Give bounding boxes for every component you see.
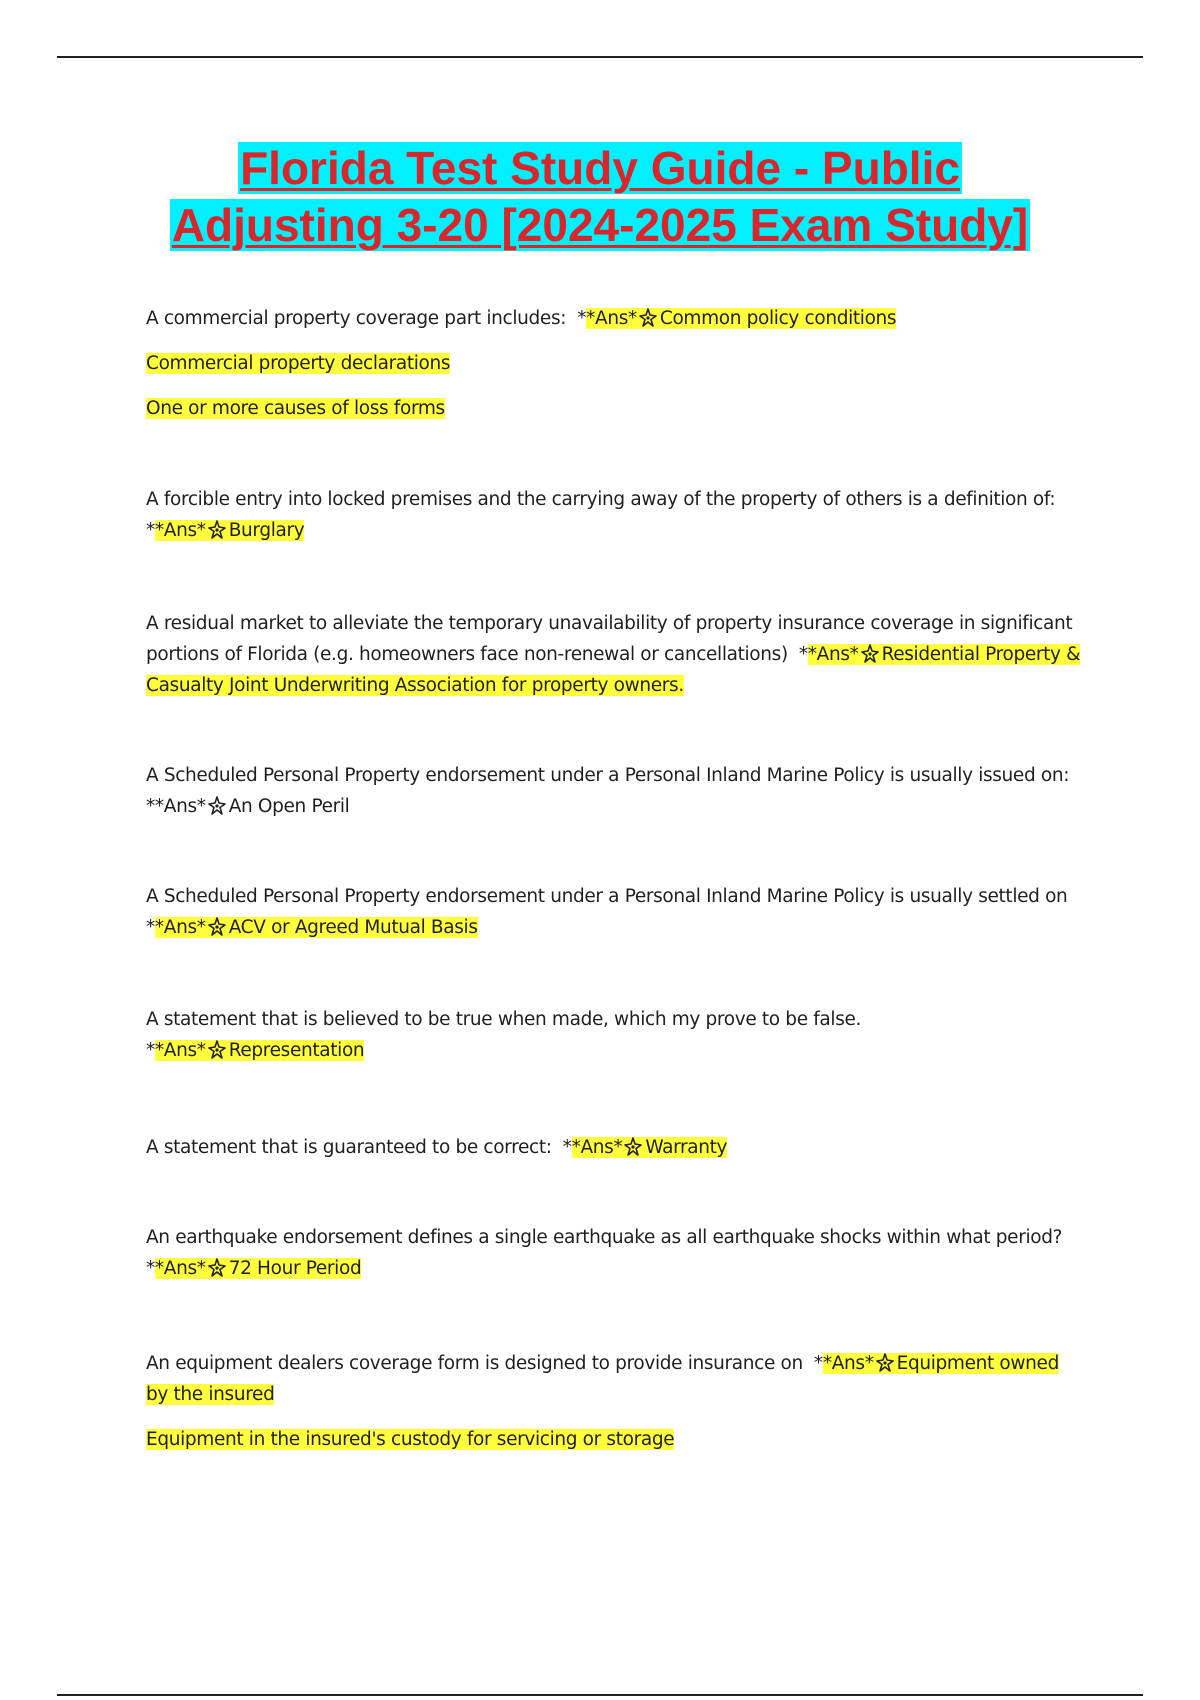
question-text: A statement that is believed to be true when made, which my prove to be false. [146, 1009, 862, 1030]
answer-marker: *Ans* [154, 917, 206, 938]
answer-text: Common policy conditions [659, 308, 897, 329]
answer-text: ACV or Agreed Mutual Basis [228, 917, 478, 938]
answer-marker: *Ans* [154, 520, 206, 541]
title-line-2: Adjusting 3-20 [2024-2025 Exam Study] [171, 199, 1029, 251]
qa-item: A forcible entry into locked premises and the carrying away of the property of others is a definition of: **Ans* Burglary [146, 489, 1056, 541]
qa-item: An earthquake endorsement defines a single earthquake as all earthquake shocks within what period? **Ans* 72 Hour Period [146, 1227, 1063, 1279]
star-sparkle-icon [638, 308, 658, 328]
qa-item: A Scheduled Personal Property endorsement under a Personal Inland Marine Policy is usually issued on: **Ans* An Open Peril [146, 765, 1070, 817]
qa-item: An equipment dealers coverage form is designed to provide insurance on **Ans* Equipment owned by the insured Equipment in the insured's custody for servicing or storage [146, 1353, 1059, 1450]
answer-marker: *Ans* [154, 1258, 206, 1279]
qa-item: A commercial property coverage part includes: **Ans* Common policy conditions Commercial property declarations One or more causes of loss forms [146, 308, 897, 419]
qa-item: A residual market to alleviate the temporary unavailability of property insurance coverage in significant portions of Florida (e.g. homeowners face non-renewal or cancellations) **Ans* Residential Property & Casualty Joint Underwriting Association for property owners. [146, 613, 1081, 696]
top-rule [57, 56, 1143, 58]
question-text: A Scheduled Personal Property endorsement under a Personal Inland Marine Policy is usually issued on: [146, 765, 1070, 786]
answer-marker: *Ans* [807, 644, 859, 665]
answer-marker: *Ans* [822, 1353, 874, 1374]
qa-item: A statement that is believed to be true when made, which my prove to be false. **Ans* Representation [146, 1009, 862, 1061]
answer-text: Equipment owned by the insured [146, 1353, 1059, 1405]
bottom-rule [57, 1694, 1143, 1696]
answer-text: 72 Hour Period [228, 1258, 362, 1279]
answer-extra-line: One or more causes of loss forms [146, 398, 445, 419]
question-text: An earthquake endorsement defines a single earthquake as all earthquake shocks within what period? [146, 1227, 1063, 1248]
answer-text: Representation [228, 1040, 365, 1061]
answer-marker: *Ans* [586, 308, 637, 329]
answer-text: Warranty [645, 1137, 728, 1158]
star-sparkle-icon [207, 1258, 227, 1278]
answer-text: Residential Property & Casualty Joint Underwriting Association for property owners. [146, 644, 1081, 696]
question-text: A statement that is guaranteed to be correct: [146, 1137, 552, 1158]
star-sparkle-icon [875, 1353, 895, 1373]
question-text: An equipment dealers coverage form is designed to provide insurance on [146, 1353, 803, 1374]
answer-marker: *Ans* [154, 796, 206, 817]
star-sparkle-icon [207, 520, 227, 540]
answer-extra-line: Commercial property declarations [146, 353, 451, 374]
star-sparkle-icon [207, 917, 227, 937]
answer-text: Burglary [228, 520, 305, 541]
answer-marker: *Ans* [571, 1137, 623, 1158]
star-sparkle-icon [623, 1137, 643, 1157]
question-text: A residual market to alleviate the temporary unavailability of property insurance coverage in significant portions of Florida (e.g. homeowners face non-renewal or cancellations) [146, 613, 1073, 665]
question-text: A Scheduled Personal Property endorsement under a Personal Inland Marine Policy is usually settled on [146, 886, 1068, 907]
star-sparkle-icon [207, 1040, 227, 1060]
question-text: A commercial property coverage part includes: [146, 308, 567, 329]
question-text: A forcible entry into locked premises and the carrying away of the property of others is a definition of: [146, 489, 1056, 510]
star-sparkle-icon [860, 644, 880, 664]
qa-item: A Scheduled Personal Property endorsement under a Personal Inland Marine Policy is usually settled on **Ans* ACV or Agreed Mutual Basis [146, 886, 1068, 938]
answer-text: An Open Peril [228, 796, 350, 817]
qa-item: A statement that is guaranteed to be correct: **Ans* Warranty [146, 1137, 728, 1158]
title-line-1: Florida Test Study Guide - Public [240, 142, 960, 194]
document-title [0, 140, 1200, 254]
answer-marker: *Ans* [154, 1040, 206, 1061]
answer-extra-line: Equipment in the insured's custody for servicing or storage [146, 1429, 675, 1450]
star-sparkle-icon [207, 796, 227, 816]
